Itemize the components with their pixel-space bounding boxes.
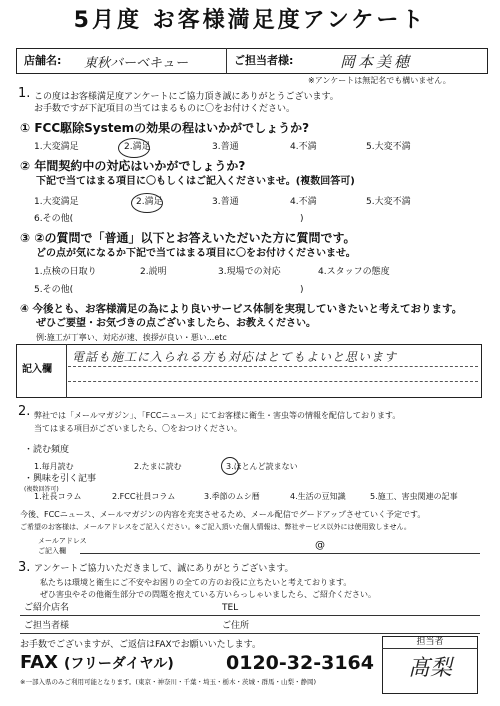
q2-title: ② 年間契約中の対応はいかがでしょうか? [20,159,246,173]
email-field[interactable] [80,553,480,554]
q1-title: ① FCC駆除Systemの効果の程はいかがでしょうか? [20,121,310,135]
q3-option[interactable]: 1.点検の日取り [34,267,97,277]
q2-option[interactable]: 3.普通 [212,197,239,207]
interest-option[interactable]: 4.生活の豆知識 [290,492,346,501]
magazine-note1: 今後、FCCニュース、メールマガジンの内容を充実させるため、メール配信でグードアップさせていく予定です。 [20,510,426,519]
q1-option[interactable]: 5.大変不満 [366,142,411,152]
q4-example: 例:施工が丁寧い、対応が速、挨拶が良い・悪い...etc [36,333,227,342]
tel-label: TEL [222,603,239,613]
magazine-line1: 弊社では「メールマガジン」、「FCCニュース」にてお客様に衛生・害虫等の情報を配信しております。 [34,411,401,420]
magazine-line2: 当てはまる項目がございましたら、〇をおつけください。 [34,424,242,433]
q2-option[interactable]: 2.満足 [136,197,163,207]
staff-label: ご担当者様: [234,54,294,67]
q3-option[interactable]: 2.説明 [140,267,167,277]
q3-subtitle: どの点が気になるか下記で当てはまる項目に〇をお付けくださいませ。 [36,248,356,259]
q1-option[interactable]: 4.不満 [290,142,317,152]
interest-option[interactable]: 2.FCC社員コラム [112,492,176,501]
staff-value: 岡本美穂 [340,53,413,71]
store-label: 店舗名: [24,54,62,67]
entry-answer[interactable]: 電話も施工に入られる方も対応はとてもよいと思います [72,350,398,364]
q2-option[interactable]: 1.大変満足 [34,197,79,207]
intro-line2: お手数ですが下記項目の当てはまるものに〇をお付けください。 [34,104,296,114]
q3-other-close: ) [300,285,304,295]
address-label: ご住所 [222,621,250,631]
read-option[interactable]: 1.毎月読む [34,462,74,471]
fax-request: お手数でございますが、ご返信はFAXでお願いいたします。 [20,640,261,650]
q3-option[interactable]: 4.スタッフの態度 [318,267,390,277]
selection-circle [131,193,163,213]
interest-option[interactable]: 5.施工、害虫関連の記事 [370,492,458,501]
anonymous-note: ※アンケートは無記名でも構いません。 [308,76,451,85]
read-option[interactable]: 2.たまに読む [134,462,182,471]
q3-option[interactable]: 3.現場での対応 [218,267,281,277]
interest-label: ・興味を引く記事 [24,474,97,484]
tanto-label: 担当者 [416,637,444,647]
referral-field[interactable] [20,615,480,616]
entry-label: 記入欄 [22,364,52,375]
section1-number: 1. [18,86,31,101]
q2-other-close: ) [300,214,304,224]
closing-line3: ぜひ害虫やその他衛生部分での問題を抱えている方いらっしゃいましたら、ご紹介ください。 [40,590,376,599]
fax-type: (フリーダイヤル) [64,656,174,672]
read-label: ・読む頻度 [24,445,70,455]
contact-field[interactable] [20,633,480,634]
magazine-note2: ご希望のお客様は、メールアドレスをご記入ください。※ご記入頂いた個人情報は、弊社サービス以外には使用致しません。 [20,523,411,531]
contact-label: ご担当者様 [24,621,70,631]
store-value: 東秋バーベキュー [84,56,189,71]
email-at: @ [315,540,325,551]
intro-line1: この度はお客様満足度アンケートにご協力頂き誠にありがとうございます。 [34,92,339,102]
email-label: ご記入欄 [38,547,66,555]
q3-other[interactable]: 5.その他( [34,285,74,295]
fax-number: 0120-32-3164 [226,652,374,674]
section3-number: 3. [18,560,31,575]
q1-option[interactable]: 3.普通 [212,142,239,152]
interest-option[interactable]: 3.季節のムシ暦 [204,492,260,501]
tanto-value: 髙梨 [407,656,452,681]
q4-line2: ぜひご要望・お気づきの点ございましたら、お教えください。 [36,318,316,329]
interest-option[interactable]: 1.社長コラム [34,492,82,501]
q2-subtitle: 下記で当てはまる項目に〇もしくはご記入くださいませ。(複数回答可) [36,176,355,187]
area-note: ※一部入県のみご利用可能となります。(東京・神奈川・千葉・埼玉・栃木・茨城・群馬・山梨・静岡) [20,678,316,686]
closing-line2: 私たちは環境と衛生にご不安やお困りの全ての方のお役に立ちたいと考えております。 [40,578,352,587]
page-title: 5月度 お客様満足度アンケート [73,8,427,33]
section2-number: 2. [18,404,31,419]
q4-title: ④ 今後とも、お客様満足の為により良いサービス体制を実現していきたいと考えております。 [20,303,463,315]
interest-note: (複数回答可) [24,486,59,493]
q2-option[interactable]: 5.大変不満 [366,197,411,207]
q2-option[interactable]: 4.不満 [290,197,317,207]
q1-option[interactable]: 2.満足 [124,142,151,152]
q1-option[interactable]: 1.大変満足 [34,142,79,152]
closing-line1: アンケートご協力いただきまして、誠にありがとうございます。 [34,564,294,574]
q3-title: ③ ②の質問で「普通」以下とお答えいただいた方に質問です。 [20,231,356,245]
referral-label: ご紹介店名 [24,603,70,613]
q2-other[interactable]: 6.その他( [34,214,74,224]
fax-label: FAX [20,652,59,673]
selection-circle [118,138,150,158]
read-option[interactable]: 3.ほとんど読まない [226,462,298,471]
email-label: メールアドレス [38,537,87,545]
selection-circle [221,457,239,475]
